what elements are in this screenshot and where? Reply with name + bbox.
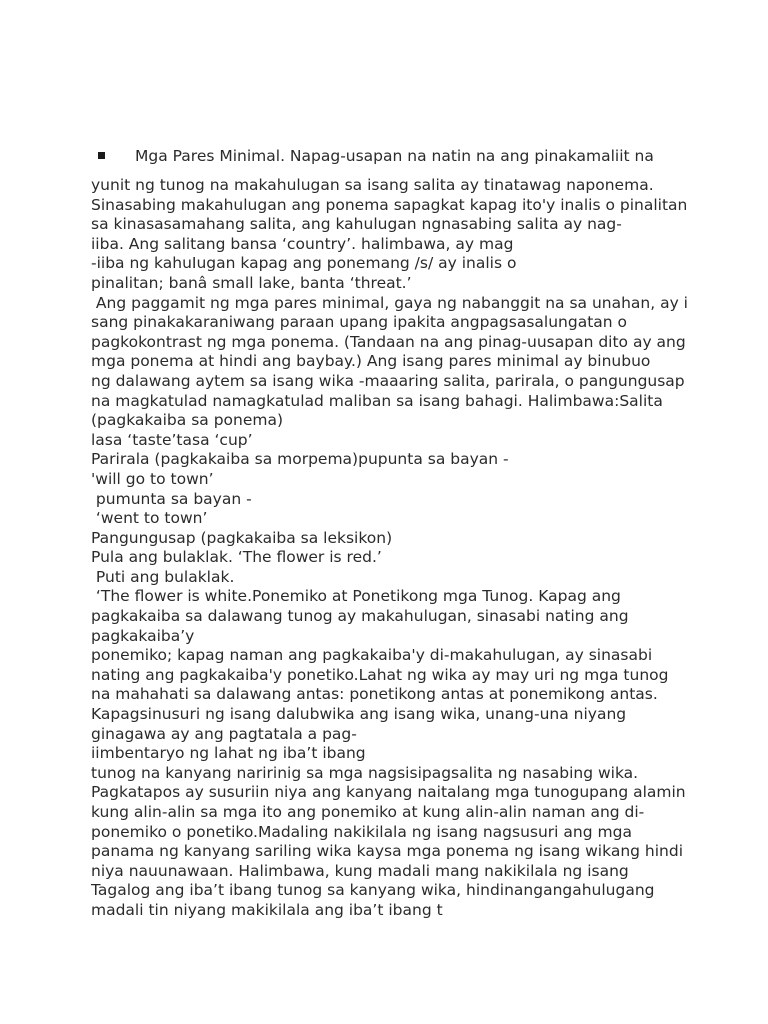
text-line: sa kinasasamahang salita, ang kahulugan ngnasabing salita ay nag- (91, 215, 622, 234)
text-line: pinalitan; banâ small lake, banta ‘threat.’ (91, 273, 412, 292)
text-line: sang pinakakaraniwang paraan upang ipakita angpagsasalungatan o (91, 313, 628, 332)
text-line: pagkakaiba sa dalawang tunog ay makahulugan, sinasabi nating ang (91, 607, 629, 626)
text-line: ginagawa ay ang pagtatala a pag- (91, 724, 357, 743)
text-line: Puti ang bulaklak. (91, 567, 235, 586)
text-line: ponemiko; kapag naman ang pagkakaiba'y di-makahulugan, ay sinasabi (91, 646, 653, 665)
text-line: iiba. Ang salitang bansa ‘country’. halimbawa, ay mag (91, 234, 514, 253)
text-line: mga ponema at hindi ang baybay.) Ang isang pares minimal ay binubuo (91, 352, 651, 371)
text-line: lasa ‘taste’tasa ‘cup’ (91, 430, 253, 449)
text-line: Kapagsinusuri ng isang dalubwika ang isang wika, unang-una niyang (91, 705, 627, 724)
section-heading (96, 147, 654, 166)
text-line: ‘The flower is white.Ponemiko at Ponetikong mga Tunog. Kapag ang (91, 587, 621, 606)
text-line: madali tin niyang makikilala ang iba’t ibang t (91, 900, 443, 919)
body-text (91, 176, 691, 921)
heading-text: Mga Pares Minimal. Napag-usapan na natin na ang pinakamaliit na (135, 147, 654, 165)
text-line: niya nauunawaan. Halimbawa, kung madali mang nakikilala ng isang (91, 861, 629, 880)
text-line: na mahahati sa dalawang antas: ponetikong antas at ponemikong antas. (91, 685, 658, 704)
text-line: (pagkakaiba sa ponema) (91, 411, 284, 430)
text-line: tunog na kanyang naririnig sa mga nagsisipagsalita ng nasabing wika. (91, 763, 639, 782)
text-line: Pagkatapos ay susuriin niya ang kanyang naitalang mga tunogupang alamin (91, 783, 686, 802)
text-line: yunit ng tunog na makahulugan sa isang salita ay tinatawag naponema. (91, 176, 654, 194)
bullet-icon (98, 152, 105, 159)
text-line: ‘went to town’ (91, 509, 208, 528)
text-line: Pangungusap (pagkakaiba sa leksikon) (91, 528, 393, 547)
text-line: Sinasabing makahulugan ang ponema sapagkat kapag ito'y inalis o pinalitan (91, 195, 688, 214)
text-line: ng dalawang aytem sa isang wika -maaaring salita, parirala, o pangungusap (91, 371, 685, 390)
text-line: pagkakaiba’y (91, 626, 195, 645)
text-line: kung alin-alin sa mga ito ang ponemiko at kung alin-alin naman ang di- (91, 803, 645, 821)
text-line: Ang paggamit ng mga pares minimal, gaya ng nabanggit na sa unahan, ay i (91, 293, 688, 312)
text-line: Tagalog ang iba’t ibang tunog sa kanyang wika, hindinangangahulugang (91, 881, 655, 900)
text-line: nating ang pagkakaiba'y ponetiko.Lahat ng wika ay may uri ng mga tunog (91, 665, 669, 684)
text-line: iimbentaryo ng lahat ng iba’t ibang (91, 744, 366, 763)
text-line: na magkatulad namagkatulad maliban sa isang bahagi. Halimbawa:Salita (91, 391, 663, 410)
text-line: Pula ang bulaklak. ‘The flower is red.’ (91, 548, 382, 567)
text-line: pagkokontrast ng mga ponema. (Tandaan na ang pinag-uusapan dito ay ang (91, 332, 686, 351)
text-line: panama ng kanyang sariling wika kaysa mga ponema ng isang wikang hindi (91, 842, 684, 861)
text-line: pumunta sa bayan - (91, 489, 252, 508)
text-line: ponemiko o ponetiko.Madaling nakikilala ng isang nagsusuri ang mga (91, 822, 632, 841)
text-line: 'will go to town’ (91, 469, 214, 488)
text-line: -iiba ng kahuIugan kapag ang ponemang /s/ ay inalis o (91, 254, 517, 273)
text-line: Parirala (pagkakaiba sa morpema)pupunta sa bayan - (91, 450, 509, 469)
